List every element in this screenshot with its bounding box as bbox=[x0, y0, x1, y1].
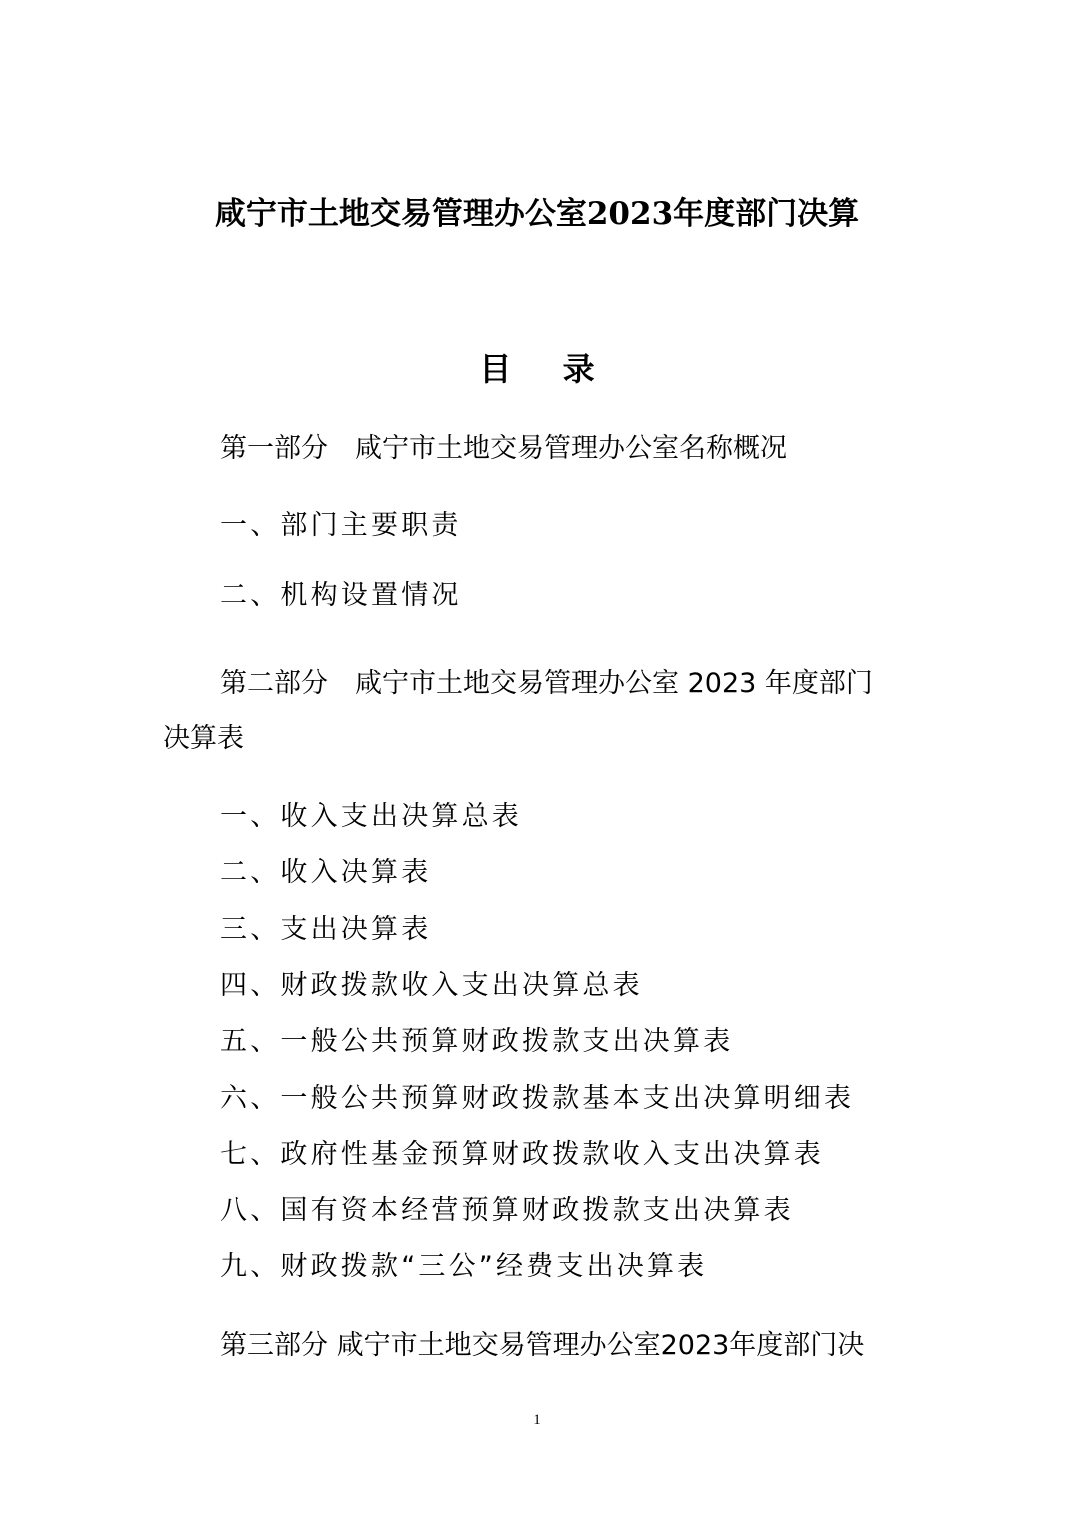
toc-item[interactable]: 九、财政拨款“三公”经费支出决算表 bbox=[220, 1251, 708, 1282]
toc-item[interactable]: 二、收入决算表 bbox=[220, 857, 432, 888]
toc-item[interactable]: 四、财政拨款收入支出决算总表 bbox=[220, 970, 643, 1001]
toc-item[interactable]: 五、一般公共预算财政拨款支出决算表 bbox=[220, 1026, 734, 1057]
toc-item[interactable]: 八、国有资本经营预算财政拨款支出决算表 bbox=[220, 1195, 794, 1226]
toc-item[interactable]: 一、部门主要职责 bbox=[220, 510, 462, 541]
document-title: 咸宁市土地交易管理办公室2023年度部门决算 bbox=[214, 196, 860, 232]
toc-heading: 目 录 bbox=[479, 350, 595, 388]
page-number: 1 bbox=[533, 1412, 541, 1428]
toc-item[interactable]: 七、政府性基金预算财政拨款收入支出决算表 bbox=[220, 1139, 824, 1170]
toc-item[interactable]: 一、收入支出决算总表 bbox=[220, 801, 522, 832]
toc-item[interactable]: 六、一般公共预算财政拨款基本支出决算明细表 bbox=[220, 1083, 855, 1114]
toc-part3-heading[interactable]: 第三部分 咸宁市土地交易管理办公室2023年度部门决 bbox=[220, 1330, 865, 1361]
toc-part1-heading[interactable]: 第一部分 咸宁市土地交易管理办公室名称概况 bbox=[220, 433, 787, 464]
toc-part2-heading-continued[interactable]: 决算表 bbox=[163, 723, 244, 754]
toc-item[interactable]: 三、支出决算表 bbox=[220, 914, 432, 945]
toc-part2-heading[interactable]: 第二部分 咸宁市土地交易管理办公室 2023 年度部门 bbox=[220, 668, 873, 699]
toc-item[interactable]: 二、机构设置情况 bbox=[220, 580, 462, 611]
